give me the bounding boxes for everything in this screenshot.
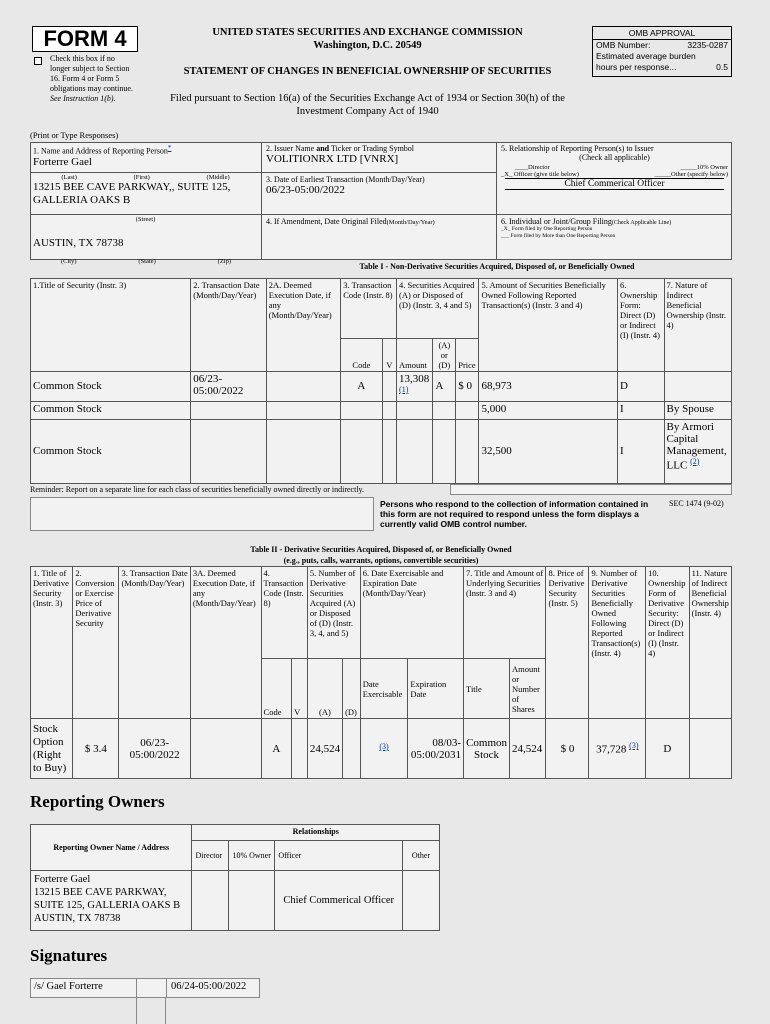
signature-name: /s/ Gael Forterre: [31, 979, 137, 997]
box2-label-a: 2. Issuer Name: [266, 144, 317, 153]
t1-h-acquired: 4. Securities Acquired (A) or Disposed of (D) (Instr. 3, 4 and 5): [397, 279, 479, 339]
box3-transaction-date: [262, 172, 497, 214]
zip-label: (Zip): [217, 258, 232, 265]
t1-h-code: 3. Transaction Code (Instr. 8): [341, 279, 397, 339]
middle-label: (Middle): [206, 174, 230, 181]
t1-r2-title: Common Stock: [31, 401, 191, 419]
t2-h-und-title: Title: [464, 659, 510, 719]
t1-r1-title: Common Stock: [31, 372, 191, 402]
ro-officer-value: Chief Commerical Officer: [275, 871, 403, 931]
t2-h7: 7. Title and Amount of Underlying Securities (Instr. 3 and 4): [464, 567, 546, 659]
t2-h4: 4. Transaction Code (Instr. 8): [261, 567, 307, 659]
box5-relationship: 5. Relationship of Reporting Person(s) to Issuer (Check all applicable) ____Director _____10% Owner _X_ Officer (give title below) _____Other (specify below) Chief Commerical Officer: [501, 144, 728, 189]
t1-r3-form: I: [618, 419, 665, 483]
t1-r2-form: I: [618, 401, 665, 419]
omb-burden-label: Estimated average burden: [596, 51, 696, 61]
print-type: (Print or Type Responses): [30, 130, 119, 140]
t2-deriv-price: $ 0: [546, 719, 589, 779]
box1-address: [30, 172, 262, 214]
multi-person-label: Form filed by More than One Reporting Person: [510, 233, 616, 239]
ro-officer: Officer: [275, 841, 403, 871]
last-label: (Last): [61, 174, 77, 181]
table2-subtitle: (e.g., puts, calls, warrants, options, convertible securities): [283, 556, 479, 565]
omb-hours: 0.5: [716, 62, 728, 72]
box5-label: 5. Relationship of Reporting Person(s) to Issuer: [501, 144, 654, 153]
t2-h-code: Code: [261, 659, 292, 719]
t1-h-deemed: 2A. Deemed Execution Date, if any (Month/Day/Year): [266, 279, 340, 372]
t2-h-und-amount: Amount or Number of Shares: [510, 659, 546, 719]
t1-r1-date: 06/23-05:00/2022: [191, 372, 266, 402]
ro-other: Other: [403, 841, 440, 871]
table2: [30, 566, 732, 779]
table1: [30, 278, 732, 484]
omb-title: OMB APPROVAL: [593, 27, 731, 40]
reminder: Reminder: Report on a separate line for each class of securities beneficially owned directly or indirectly.: [30, 485, 365, 494]
box2-label-b: and: [316, 144, 330, 153]
issuer-name: VOLITIONRX LTD [VNRX]: [266, 153, 399, 165]
signature-date: 06/24-05:00/2022: [171, 981, 247, 992]
t1-r1-code: A: [341, 372, 382, 402]
box5-sub: (Check all applicable): [579, 153, 650, 162]
box4-label: 4. If Amendment, Date Original Filed: [266, 217, 387, 226]
t1-h-nature: 7. Nature of Indirect Beneficial Ownership (Instr. 4): [664, 279, 731, 372]
one-person-check[interactable]: X: [503, 226, 508, 232]
other-label: Other (specify below): [670, 171, 728, 178]
t1-r1-aord: A: [433, 372, 456, 402]
officer-label: Officer (give title below): [513, 171, 579, 178]
omb-approval-box: [592, 26, 732, 77]
filed-pursuant: Filed pursuant to Section 16(a) of the Securities Exchange Act of 1934 or Section 30(h) of the Investment Company Act of 1940: [170, 93, 565, 117]
reporting-owners-table: [30, 824, 440, 931]
ro-owner-address: [31, 871, 192, 931]
agency-title: UNITED STATES SECURITIES AND EXCHANGE COMMISSION: [212, 27, 523, 38]
t2-h-d: (D): [343, 659, 361, 719]
earliest-transaction-date: 06/23-05:00/2022: [266, 184, 345, 196]
t1-r1-form: D: [618, 372, 665, 402]
t1-r1-owned: 68,973: [479, 372, 618, 402]
reporting-person-city: AUSTIN, TX 78738: [33, 237, 124, 249]
agency-location: Washington, D.C. 20549: [313, 40, 422, 51]
t1-r2-nature: By Spouse: [664, 401, 731, 419]
table-row: [31, 719, 732, 779]
omb-number: 3235-0287: [687, 40, 728, 50]
t2-h8: 8. Price of Derivative Security (Instr. 5): [546, 567, 589, 719]
t1-r1-amount: 13,308: [399, 373, 430, 385]
footnote-1-link[interactable]: (1): [399, 385, 409, 394]
first-label: (First): [133, 174, 150, 181]
t1-r2-owned: 5,000: [479, 401, 618, 419]
t2-code: A: [261, 719, 292, 779]
t1-h-form: 6. Ownership Form: Direct (D) or Indirect (I) (Instr. 4): [618, 279, 665, 372]
form-title: FORM 4: [43, 26, 127, 51]
box1-asterisk[interactable]: *: [167, 144, 172, 152]
signatures-heading: Signatures: [30, 946, 108, 965]
check-box-text: Check this box if no longer subject to Section 16. Form 4 or Form 5 obligations may continue. See Instruction 1(b).: [50, 54, 133, 103]
persons-notice: Persons who respond to the collection of information contained in this form are not required to respond unless the form displays a currently valid OMB control number.: [380, 499, 649, 529]
city-label: (City): [60, 258, 77, 265]
officer-title: Chief Commerical Officer: [505, 178, 724, 190]
t2-h5: 5. Number of Derivative Securities Acquired (A) or Disposed of (D) (Instr. 3, 4, and 5): [307, 567, 360, 659]
t2-h9: 9. Number of Derivative Securities Beneficially Owned Following Reported Transaction(s) (Instr. 4): [589, 567, 646, 719]
t2-h6: 6. Date Exercisable and Expiration Date (Month/Day/Year): [360, 567, 463, 659]
t2-und-title: Common Stock: [464, 719, 510, 779]
t2-h1: 1. Title of Derivative Security (Instr. 3): [31, 567, 73, 719]
box1-label: 1. Name and Address of Reporting Person: [33, 146, 168, 156]
signature-row: [30, 978, 260, 998]
t2-date: 06/23-05:00/2022: [119, 719, 190, 779]
t1-r3-owned: 32,500: [479, 419, 618, 483]
t1-h-code-sub: Code: [341, 339, 382, 372]
table-row: [31, 871, 440, 931]
t2-h-exp: Expiration Date: [408, 659, 464, 719]
t2-h-a: (A): [307, 659, 342, 719]
t2-form: D: [646, 719, 689, 779]
t1-r3-nature: By Armori Capital Management, LLC: [666, 420, 727, 472]
table2-title: Table II - Derivative Securities Acquired, Disposed of, or Beneficially Owned: [250, 545, 512, 554]
box2-issuer: [262, 142, 497, 172]
box6-label: 6. Individual or Joint/Group Filing: [501, 217, 612, 226]
t2-h11: 11. Nature of Indirect Beneficial Ownership (Instr. 4): [689, 567, 731, 719]
t1-r1-price: $ 0: [456, 372, 479, 402]
box6-label-small: (Check Applicable Line): [611, 220, 672, 226]
t1-h-owned: 5. Amount of Securities Beneficially Owned Following Reported Transaction(s) (Instr. 3 and 4): [479, 279, 618, 372]
t2-h-v: V: [292, 659, 308, 719]
box6-filing: 6. Individual or Joint/Group Filing(Check Applicable Line) _X_ Form filed by One Reporting Person ___ Form filed by More than One Reporting Person: [497, 214, 732, 260]
statement-title: STATEMENT OF CHANGES IN BENEFICIAL OWNERSHIP OF SECURITIES: [183, 66, 552, 77]
omb-number-label: OMB Number:: [596, 40, 651, 50]
t1-h-title: 1.Title of Security (Instr. 3): [31, 279, 191, 372]
omb-hours-label: hours per response...: [596, 62, 677, 72]
t2-h-date-ex: Date Exercisable: [360, 659, 408, 719]
t2-owned: 37,728: [596, 743, 627, 756]
t1-h-date: 2. Transaction Date (Month/Day/Year): [191, 279, 266, 372]
t2-h10: 10. Ownership Form of Derivative Security: Direct (D) or Indirect (I) (Instr. 4): [646, 567, 689, 719]
t2-price: $ 3.4: [73, 719, 119, 779]
t2-h2: 2. Conversion or Exercise Price of Derivative Security: [73, 567, 119, 719]
officer-check[interactable]: X: [504, 171, 509, 178]
footnote-3b-link[interactable]: (3): [629, 741, 639, 751]
box1-name: [30, 142, 262, 172]
t1-r3-nature-cell: [664, 419, 731, 483]
no-longer-subject-checkbox[interactable]: [34, 57, 42, 65]
t1-h-aord: (A) or (D): [433, 339, 456, 372]
box4-label-small: (Month/Day/Year): [386, 219, 435, 226]
t2-und-amount: 24,524: [510, 719, 546, 779]
reminder-bar: [450, 484, 732, 495]
t1-r1-amount-cell: [397, 372, 433, 402]
t2-a: 24,524: [307, 719, 342, 779]
footnote-3-link[interactable]: (3): [379, 742, 389, 752]
ro-owner-line-3: SUITE 125, GALLERIA OAKS B: [34, 900, 181, 911]
one-person-label: Form filed by One Reporting Person: [511, 226, 593, 232]
t2-h3: 3. Transaction Date (Month/Day/Year): [119, 567, 190, 719]
table-row: [31, 401, 732, 419]
t2-title: Stock Option (Right to Buy): [31, 719, 73, 779]
ro-col-name: Reporting Owner Name / Address: [31, 825, 192, 871]
t2-exp: 08/03-05:00/2031: [408, 719, 464, 779]
see-instruction: See Instruction 1(b).: [50, 94, 116, 103]
owner10-label: 10% Owner: [696, 164, 728, 171]
form-title-box: [32, 26, 138, 52]
signature-extension: [136, 998, 166, 1024]
ro-relationships: Relationships: [192, 825, 440, 841]
box1-city: [30, 214, 262, 260]
state-label: (State): [138, 258, 156, 265]
ro-owner10: 10% Owner: [229, 841, 275, 871]
t2-h3a: 3A. Deemed Execution Date, if any (Month/Day/Year): [190, 567, 261, 719]
ro-owner-line-2: 13215 BEE CAVE PARKWAY,: [34, 887, 167, 898]
box4-amendment: [262, 214, 497, 260]
table-row: [31, 372, 732, 402]
reporting-owners-heading: Reporting Owners: [30, 792, 165, 811]
city-state-zip-labels: [30, 258, 262, 265]
reporting-person-address: 13215 BEE CAVE PARKWAY,, SUITE 125, GALLERIA OAKS B: [33, 181, 231, 206]
sec-code: SEC 1474 (9-02): [669, 499, 724, 508]
table-row: [31, 419, 732, 483]
footnote-2-link[interactable]: (2): [690, 456, 700, 466]
t1-h-amount: Amount: [397, 339, 433, 372]
ro-owner-line-4: AUSTIN, TX 78738: [34, 913, 121, 924]
reminder-left-box: [30, 497, 374, 531]
reporting-person-name: Forterre Gael: [33, 155, 92, 168]
box3-label: 3. Date of Earliest Transaction (Month/Day/Year): [266, 175, 425, 184]
t1-h-v: V: [382, 339, 396, 372]
director-label: Director: [528, 164, 550, 171]
t1-h-price: Price: [456, 339, 479, 372]
ro-owner-line-1: Forterre Gael: [34, 874, 91, 885]
ro-director: Director: [192, 841, 229, 871]
table1-title: Table I - Non-Derivative Securities Acquired, Disposed of, or Beneficially Owned: [359, 262, 635, 271]
street-label: (Street): [135, 216, 156, 223]
box2-label-c: Ticker or Trading Symbol: [329, 144, 415, 153]
t1-r3-title: Common Stock: [31, 419, 191, 483]
